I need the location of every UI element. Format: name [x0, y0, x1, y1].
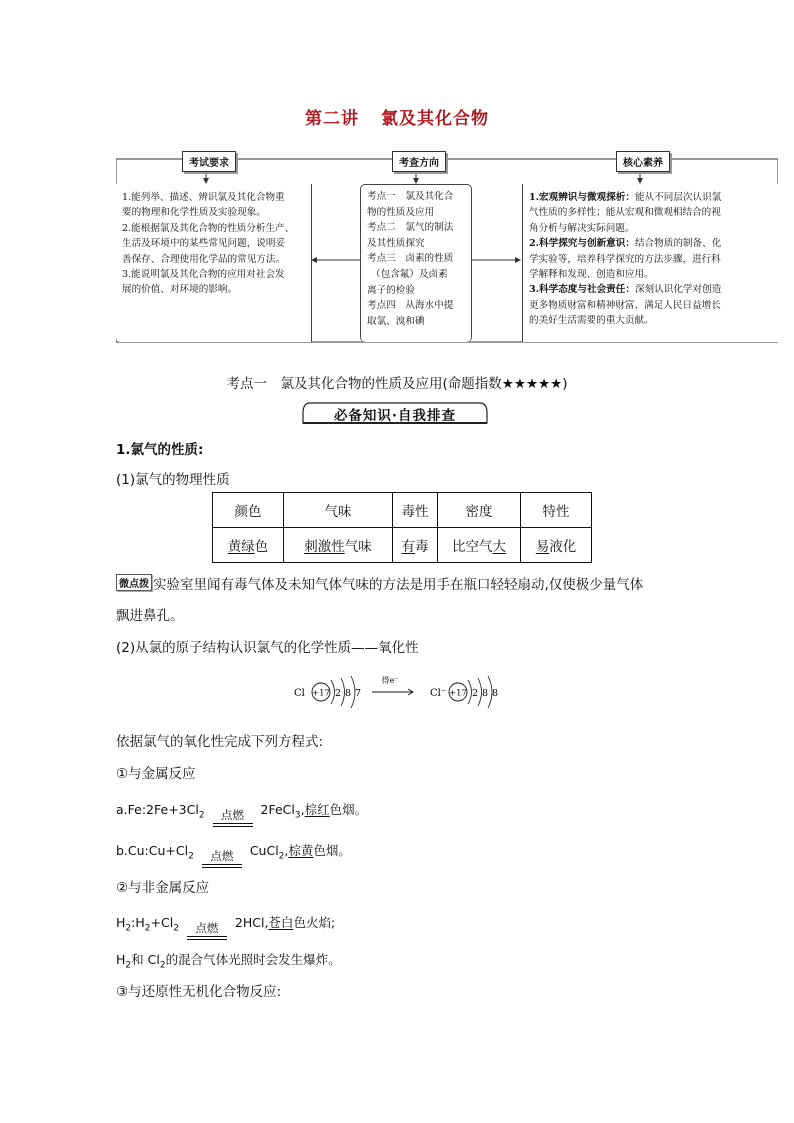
cl-nucleus-charge: +17: [312, 688, 330, 699]
tip-text: 实验室里闻有毒气体及未知气体气味的方法是用手在瓶口轻轻扇动,仅使极少量气体: [153, 577, 644, 593]
requirements-line: 展的价值、对环境的影响。: [122, 284, 238, 296]
tip-paragraph: [116, 573, 643, 593]
cl-ion-shell-electrons: 8: [482, 688, 489, 699]
header-core-literacy: 核心素养: [616, 151, 670, 172]
arrow-label: 得e⁻: [381, 676, 399, 685]
directions-line: 离子的检验: [367, 284, 415, 296]
literacy-line: 学解释和发现、创造和应用。: [529, 269, 654, 281]
literacy-box: [522, 184, 778, 342]
subheading-chemical: (2)从氯的原子结构认识氯气的化学性质——氧化性: [116, 640, 419, 656]
cl-ion-shell-electrons: 8: [492, 688, 499, 699]
requirements-line: 3.能说明氯及其化合物的应用对社会发: [122, 269, 285, 281]
cl-ion-shell-electrons: 2: [472, 688, 479, 699]
cl-shell: [331, 680, 335, 704]
table-cell: 刺激性气味: [284, 528, 393, 563]
requirements-box: [116, 184, 312, 342]
cl-ion-symbol: Cl⁻: [430, 688, 447, 699]
table-header-row: [213, 493, 592, 528]
page-title: [0, 104, 794, 129]
directions-line: 考点二 氯气的制法: [367, 222, 454, 234]
equation-cu: $b.Cu:Cu+Cl_2$ 点燃 CuCl$_2$,棕黄色烟。: [116, 841, 351, 862]
requirements-line: 1.能列举、描述、辨识氯及其化合物重: [122, 192, 285, 203]
literacy-line: [529, 190, 772, 205]
directions-line: 取氯、溴和碘: [367, 315, 425, 327]
directions-line: 物的性质及应用: [367, 206, 435, 218]
literacy-line: 的美好生活需要的重大贡献。: [529, 315, 654, 327]
literacy-heading: 3.科学态度与社会责任：: [529, 284, 635, 296]
banner-text: 必备知识·自我排查: [333, 408, 457, 424]
literacy-text: 能从不同层次认识氯: [634, 192, 722, 203]
cl-ion-shell: [468, 680, 472, 704]
item-nonmetal-reaction: ②与非金属反应: [116, 880, 210, 896]
cl-shell: [341, 678, 345, 706]
atom-structure-diagram: [290, 672, 540, 714]
table-row: [213, 528, 592, 563]
tip-label: 微点拨: [116, 574, 152, 591]
table-header: 毒性: [393, 493, 438, 528]
directions-line: 考点四 从海水中提: [367, 300, 454, 312]
literacy-heading: 2.科学探究与创新意识：: [529, 238, 635, 250]
header-exam-directions: 考查方向: [392, 151, 446, 172]
directions-line: （包含氟）及卤素: [371, 268, 448, 280]
equation-h2: $H_2:H_2+Cl_2$ 点燃 2HCl,苍白色火焰;: [116, 913, 335, 934]
cl-ion-shell: [478, 678, 482, 706]
requirements-line: 2.能根据氯及其化合物的性质分析生产、: [122, 222, 295, 234]
table-cell: 比空气大: [438, 528, 521, 563]
table-cell: 黄绿色: [213, 528, 284, 563]
overview-diagram: [116, 150, 778, 350]
requirements-line: 生活及环境中的某些常见问题，说明妥: [122, 238, 286, 250]
intro-text: 依据氯气的氧化性完成下列方程式:: [116, 734, 324, 750]
table-cell: 有毒: [393, 528, 438, 563]
literacy-line: 学实验等，培养科学探究的方法步骤，进行科: [529, 253, 721, 265]
knowledge-banner: [302, 402, 488, 424]
title-lecture: 第二讲: [305, 109, 359, 129]
cl-shell-electrons: 7: [355, 688, 362, 699]
literacy-text: 结合物质的制备、化: [634, 238, 722, 250]
equation-fe: $a.Fe:2Fe+3Cl_2$ 点燃 2FeCl$_3$,棕红色烟。: [116, 800, 367, 821]
cl-ion-nucleus-charge: +17: [449, 688, 467, 699]
requirements-line: 善保存、合理使用化学品的常见方法。: [122, 253, 286, 265]
item-metal-reaction: ①与金属反应: [116, 766, 196, 782]
subheading-physical: (1)氯气的物理性质: [116, 472, 230, 488]
table-header: 特性: [521, 493, 592, 528]
cl-shell-electrons: 2: [335, 688, 342, 699]
cl-symbol: Cl: [294, 688, 305, 699]
section-title: 考点一 氯及其化合物的性质及应用(命题指数★★★★★): [226, 376, 568, 392]
literacy-line: 更多物质财富和精神财富、满足人民日益增长: [529, 299, 721, 311]
literacy-line: [529, 282, 772, 297]
table-header: 密度: [438, 493, 521, 528]
physical-properties-table: [212, 492, 592, 563]
cl-shell-electrons: 8: [345, 688, 352, 699]
directions-line: 及其性质探究: [367, 237, 425, 249]
title-topic: 氯及其化合物: [381, 109, 489, 129]
tip-paragraph-cont: 飘进鼻孔。: [116, 608, 184, 624]
table-cell: 易液化: [521, 528, 592, 563]
table-header: 气味: [284, 493, 393, 528]
table-header: 颜色: [213, 493, 284, 528]
item-reducing-reaction: ③与还原性无机化合物反应:: [116, 984, 282, 1000]
header-exam-requirements: 考试要求: [182, 151, 236, 172]
explosion-note: $H_2$和 $Cl_2$的混合气体光照时会发生爆炸。: [116, 952, 341, 971]
directions-box: [360, 184, 472, 342]
directions-line: 考点一 氯及其化合: [367, 191, 454, 202]
literacy-line: 角分析与解决实际问题。: [529, 222, 635, 234]
literacy-heading: 1.宏观辨识与微观探析：: [529, 192, 635, 203]
atom-diagram-svg: [290, 672, 540, 714]
literacy-line: 气性质的多样性；能从宏观和微观相结合的视: [529, 207, 721, 219]
heading-chlorine-properties: 1.氯气的性质:: [116, 442, 204, 458]
directions-line: 考点三 卤素的性质: [367, 253, 454, 265]
literacy-text: 深刻认识化学对创造: [634, 284, 722, 296]
literacy-line: [529, 236, 772, 251]
requirements-line: 要的物理和化学性质及实验现象。: [122, 207, 266, 219]
